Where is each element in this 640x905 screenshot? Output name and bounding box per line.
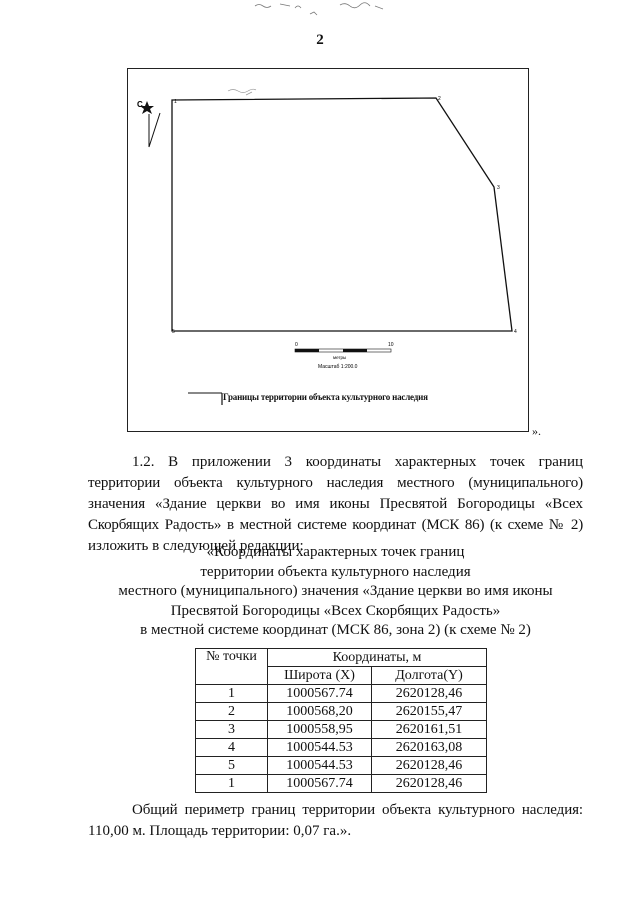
cell-point: 4	[196, 739, 268, 757]
cell-x: 1000544.53	[268, 739, 372, 757]
scan-noise	[250, 0, 400, 20]
site-plan-drawing	[128, 69, 530, 433]
scale-end-label: 10	[388, 342, 394, 348]
point-label-4: 4	[514, 329, 517, 335]
cell-y: 2620128,46	[372, 757, 487, 775]
paragraph-1-2	[88, 452, 583, 557]
north-label: С	[137, 100, 143, 109]
header-point: № точки	[196, 649, 268, 685]
cell-y: 2620155,47	[372, 703, 487, 721]
cell-x: 1000568,20	[268, 703, 372, 721]
cell-y: 2620128,46	[372, 775, 487, 793]
table-row	[196, 721, 487, 739]
paragraph-perimeter	[88, 800, 583, 842]
cell-y: 2620163,08	[372, 739, 487, 757]
cell-point: 1	[196, 775, 268, 793]
point-label-5: 5	[172, 329, 175, 335]
scale-text-label: Масштаб 1:200.0	[318, 364, 358, 370]
paragraph-line: территории объекта культурного наследия местного (муниципального)	[88, 475, 583, 491]
plan-closing-quote: ».	[532, 424, 541, 438]
cell-point: 5	[196, 757, 268, 775]
scale-start-label: 0	[295, 342, 298, 348]
legend-swatch	[188, 393, 222, 405]
cell-x: 1000567.74	[268, 775, 372, 793]
table-title-line: «Координаты характерных точек границ	[206, 544, 465, 560]
coordinates-table	[195, 648, 487, 793]
table-title-line: территории объекта культурного наследия	[200, 563, 471, 580]
point-label-1: 1	[174, 99, 177, 105]
point-label-2: 2	[438, 96, 441, 102]
scale-bar	[295, 342, 394, 370]
table-row	[196, 775, 487, 793]
cell-y: 2620161,51	[372, 721, 487, 739]
paragraph-line: Общий периметр границ территории объекта культурного наследия:	[132, 802, 583, 818]
paragraph-line: Скорбящих Радость» в местной системе координат (МСК 86) (к схеме № 2)	[88, 517, 583, 533]
table-row	[196, 739, 487, 757]
table-title-line: в местной системе координат (МСК 86, зона 2) (к схеме № 2)	[140, 622, 531, 638]
paragraph-line: 110,00 м. Площадь территории: 0,07 га.».	[88, 823, 352, 839]
cell-x: 1000558,95	[268, 721, 372, 739]
paragraph-line: изложить в следующей редакции:	[88, 538, 304, 554]
table-title-line: местного (муниципального) значения «Здание церкви во имя иконы	[118, 583, 553, 599]
header-y: Долгота(Y)	[372, 667, 487, 685]
table-title-line: Пресвятой Богородицы «Всех Скорбящих Радость»	[170, 602, 501, 619]
site-plan-frame	[127, 68, 529, 432]
scan-noise-plan	[228, 89, 256, 95]
cell-point: 1	[196, 685, 268, 703]
scale-units-label: метры	[333, 355, 347, 360]
table-title	[88, 543, 583, 641]
header-coords: Координаты, м	[268, 649, 487, 667]
cell-x: 1000544.53	[268, 757, 372, 775]
page-number: 2	[316, 32, 324, 48]
cell-point: 3	[196, 721, 268, 739]
legend-label: Границы территории объекта культурного наследия	[223, 392, 428, 402]
table-row	[196, 685, 487, 703]
boundary-polygon	[172, 98, 512, 331]
north-arrow-icon	[137, 100, 160, 147]
table-header-row	[196, 649, 487, 667]
cell-point: 2	[196, 703, 268, 721]
cell-x: 1000567.74	[268, 685, 372, 703]
paragraph-line: значения «Здание церкви во имя иконы Пресвятой Богородицы «Всех	[88, 496, 583, 512]
table-row	[196, 703, 487, 721]
point-label-3: 3	[497, 185, 500, 191]
header-x: Широта (X)	[268, 667, 372, 685]
cell-y: 2620128,46	[372, 685, 487, 703]
table-row	[196, 757, 487, 775]
paragraph-line: 1.2. В приложении 3 координаты характерных точек границ	[132, 454, 583, 470]
